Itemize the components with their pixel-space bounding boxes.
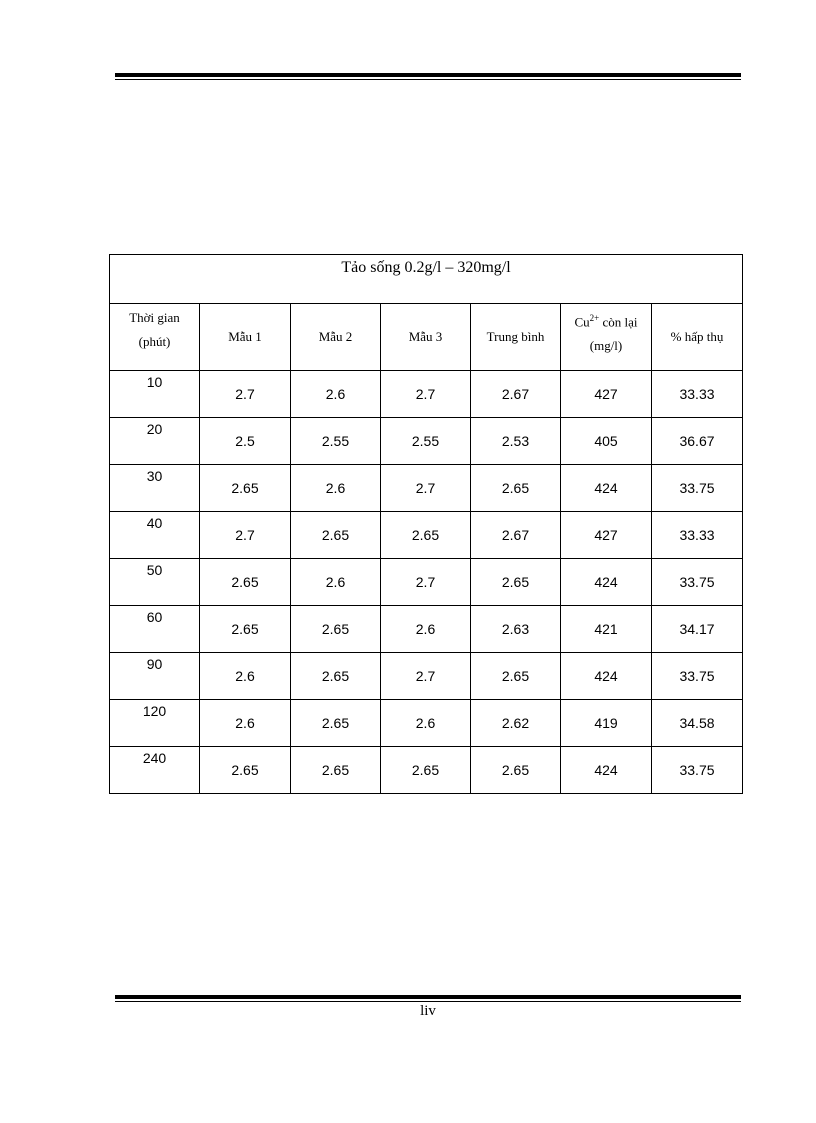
table-cell: 2.55 [381, 418, 471, 465]
results-table [109, 254, 743, 794]
table-cell: 2.6 [200, 700, 291, 747]
table-row [110, 559, 743, 606]
table-cell: 2.7 [381, 653, 471, 700]
header-average: Trung bình [471, 304, 561, 371]
table-cell: 421 [561, 606, 652, 653]
table-body [110, 371, 743, 794]
header-sample-2: Mẫu 2 [291, 304, 381, 371]
header-cu-base: Cu [574, 314, 590, 330]
table-cell: 2.65 [471, 465, 561, 512]
header-cu-rest: còn lại [599, 314, 638, 330]
table-cell: 2.63 [471, 606, 561, 653]
table-cell: 34.58 [652, 700, 743, 747]
table-title: Tảo sống 0.2g/l – 320mg/l [110, 255, 743, 304]
table-cell: 2.6 [291, 371, 381, 418]
table-cell: 2.6 [291, 559, 381, 606]
table-row [110, 512, 743, 559]
table-cell: 2.62 [471, 700, 561, 747]
header-cu-charge: 2+ [589, 313, 600, 323]
table-cell: 427 [561, 371, 652, 418]
table-cell: 2.6 [291, 465, 381, 512]
header-time [110, 304, 200, 371]
table-cell: 240 [110, 747, 200, 794]
table-row [110, 371, 743, 418]
table-cell: 2.65 [200, 559, 291, 606]
header-cu-remaining [561, 304, 652, 371]
header-absorption: % hấp thụ [652, 304, 743, 371]
table-cell: 2.6 [381, 700, 471, 747]
footer-rule-thick [115, 995, 741, 999]
table-cell: 33.33 [652, 512, 743, 559]
page-number: liv [420, 1003, 436, 1019]
table-cell: 34.17 [652, 606, 743, 653]
table-row [110, 653, 743, 700]
table-row [110, 465, 743, 512]
header-sample-3: Mẫu 3 [381, 304, 471, 371]
table-cell: 2.5 [200, 418, 291, 465]
table-cell: 2.7 [381, 559, 471, 606]
table-cell: 2.65 [291, 747, 381, 794]
table-cell: 424 [561, 653, 652, 700]
table-cell: 2.65 [200, 465, 291, 512]
table-cell: 36.67 [652, 418, 743, 465]
table-row [110, 747, 743, 794]
table-cell: 33.75 [652, 465, 743, 512]
table-cell: 2.65 [381, 747, 471, 794]
table-header-row [110, 304, 743, 371]
table-cell: 419 [561, 700, 652, 747]
table-cell: 2.65 [291, 700, 381, 747]
table-cell: 424 [561, 747, 652, 794]
table-cell: 90 [110, 653, 200, 700]
table-cell: 405 [561, 418, 652, 465]
header-time-label: Thời gian [129, 310, 180, 325]
table-cell: 2.7 [381, 371, 471, 418]
table-cell: 2.65 [200, 606, 291, 653]
table-cell: 2.6 [200, 653, 291, 700]
table-cell: 2.65 [471, 747, 561, 794]
table-cell: 2.65 [291, 653, 381, 700]
table-cell: 50 [110, 559, 200, 606]
table-cell: 2.65 [291, 512, 381, 559]
table-cell: 60 [110, 606, 200, 653]
table-cell: 2.67 [471, 371, 561, 418]
table-cell: 2.55 [291, 418, 381, 465]
table-cell: 40 [110, 512, 200, 559]
table-cell: 2.7 [381, 465, 471, 512]
footer-rule-thin [115, 1001, 741, 1002]
table-cell: 2.53 [471, 418, 561, 465]
header-cu-unit: (mg/l) [589, 338, 623, 354]
table-cell: 2.65 [291, 606, 381, 653]
table-cell: 120 [110, 700, 200, 747]
header-time-unit: (phút) [138, 334, 171, 349]
table-cell: 2.7 [200, 371, 291, 418]
table-cell: 2.65 [471, 559, 561, 606]
table-cell: 2.65 [381, 512, 471, 559]
header-sample-1: Mẫu 1 [200, 304, 291, 371]
table-row [110, 606, 743, 653]
table-cell: 30 [110, 465, 200, 512]
table-cell: 2.67 [471, 512, 561, 559]
table-cell: 424 [561, 559, 652, 606]
table-row [110, 700, 743, 747]
table-cell: 424 [561, 465, 652, 512]
table-cell: 427 [561, 512, 652, 559]
table-cell: 2.6 [381, 606, 471, 653]
table-row [110, 418, 743, 465]
table-cell: 2.7 [200, 512, 291, 559]
header-rule-thick [115, 73, 741, 77]
header-rule-thin [115, 79, 741, 80]
table-cell: 33.33 [652, 371, 743, 418]
table-cell: 20 [110, 418, 200, 465]
table-cell: 33.75 [652, 747, 743, 794]
table-cell: 2.65 [200, 747, 291, 794]
table-cell: 33.75 [652, 653, 743, 700]
table-cell: 10 [110, 371, 200, 418]
table-cell: 33.75 [652, 559, 743, 606]
table-cell: 2.65 [471, 653, 561, 700]
